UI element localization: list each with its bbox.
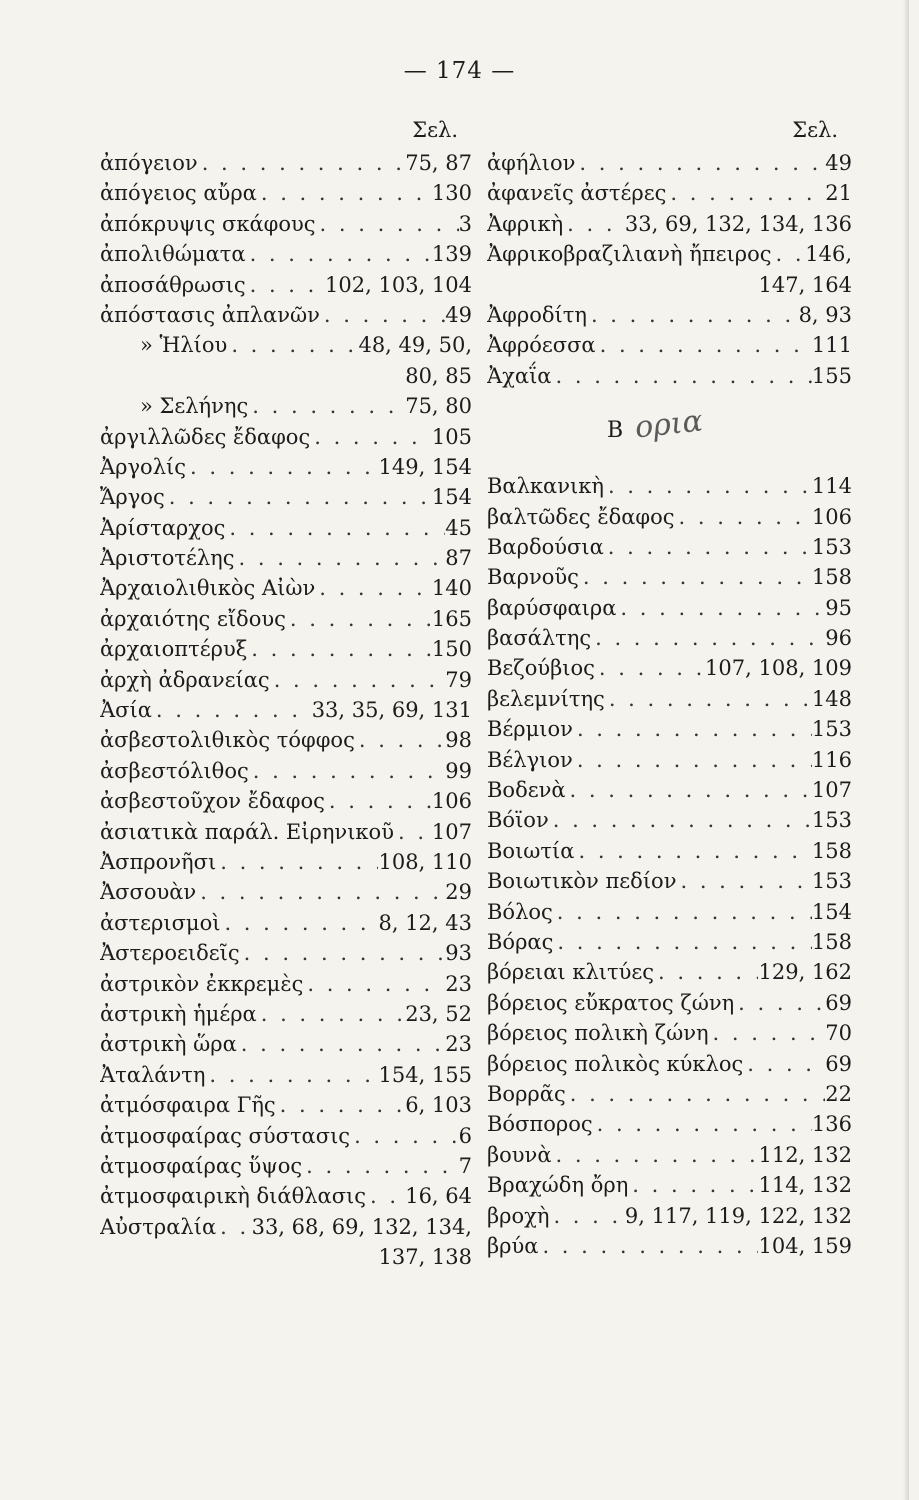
entry-pages: 33, 69, 132, 134, 136 [624, 211, 852, 236]
leader-dots [772, 239, 806, 269]
entry-term: Ἀσσουὰν [100, 880, 197, 905]
index-entry [100, 209, 472, 239]
index-entry [487, 1201, 852, 1231]
entry-pages: 22 [825, 1081, 852, 1106]
leader-dots [743, 1049, 825, 1079]
entry-term: Βόλος [487, 899, 553, 924]
leader-dots [216, 1212, 251, 1242]
leader-dots [240, 938, 446, 968]
index-entry [487, 300, 852, 330]
right-entry-list-b [487, 471, 852, 1261]
section-gap [487, 451, 852, 471]
entry-term: ἀπόγειος αὔρα [100, 181, 257, 206]
entry-pages: 96 [825, 626, 852, 651]
entry-term: ἀρχαιοπτέρυξ [100, 637, 248, 662]
entry-term: Ἀταλάντη [100, 1062, 206, 1087]
entry-term: Βοιωτικὸν πεδίον [487, 869, 677, 894]
index-entry [100, 786, 472, 816]
entry-term: Βραχώδη ὄρη [487, 1173, 629, 1198]
index-entry [487, 593, 852, 623]
index-entry [487, 330, 852, 360]
entry-pages: 99 [445, 758, 472, 783]
entry-pages: 87 [445, 546, 472, 571]
leader-dots [270, 665, 446, 695]
index-entry [487, 805, 852, 835]
entry-term: Ἀσία [100, 698, 152, 723]
left-column [100, 118, 472, 1272]
entry-pages: 154 [811, 899, 852, 924]
index-entry [100, 543, 472, 573]
index-entry [487, 775, 852, 805]
entry-pages: 107 [431, 819, 472, 844]
leader-dots [616, 593, 825, 623]
entry-term: βρύα [487, 1233, 539, 1258]
entry-pages: 95 [825, 595, 852, 620]
right-column [487, 118, 852, 1261]
index-entry [100, 239, 472, 269]
leader-dots [595, 653, 705, 683]
index-entry [487, 532, 852, 562]
entry-term: ἀσιατικὰ παράλ. Εἰρηνικοῦ [100, 819, 394, 844]
leader-dots [566, 1079, 826, 1109]
entry-pages: 147, 164 [758, 272, 852, 297]
leader-dots [198, 148, 406, 178]
entry-term: ἀπόγειον [100, 151, 198, 175]
entry-pages: 154, 155 [378, 1062, 472, 1087]
entry-term: Ἄργος [100, 485, 165, 510]
index-entry [100, 938, 472, 968]
leader-dots [549, 1201, 624, 1231]
entry-term: Βέρμιον [487, 717, 573, 742]
leader-dots [709, 1018, 826, 1048]
leader-dots [249, 756, 446, 786]
entry-term: Ἀρχαιολιθικὸς Αἰὼν [100, 576, 316, 601]
index-entry [487, 471, 852, 501]
entry-term: Βόϊον [487, 808, 549, 833]
entry-pages: 29 [445, 880, 472, 905]
index-entry [487, 836, 852, 866]
entry-pages: 106 [431, 789, 472, 814]
entry-pages: 153 [811, 717, 852, 742]
leader-dots [628, 1170, 758, 1200]
entry-term: ἀστρικὸν ἐκκρεμὲς [100, 971, 304, 996]
leader-dots [216, 847, 378, 877]
entry-pages: 139 [431, 242, 472, 267]
entry-pages: 75, 87 [405, 151, 472, 175]
index-entry [100, 513, 472, 543]
entry-pages: 69 [825, 990, 852, 1015]
index-entry [487, 745, 852, 775]
entry-term: ἀστρικὴ ἡμέρα [100, 1001, 257, 1026]
entry-pages: 7 [458, 1153, 472, 1178]
entry-pages: 114 [811, 474, 852, 499]
index-entry [100, 1090, 472, 1120]
leader-dots [350, 1121, 459, 1151]
entry-term: Βαλκανικὴ [487, 474, 604, 499]
leader-dots [152, 695, 312, 725]
index-entry [487, 957, 852, 987]
index-entry [487, 1049, 852, 1079]
entry-pages: 23 [445, 1032, 472, 1057]
leader-dots [235, 543, 446, 573]
entry-term: ἀφήλιον [487, 151, 576, 175]
leader-dots [276, 1090, 406, 1120]
leader-dots [257, 178, 432, 208]
index-entry [100, 634, 472, 664]
index-entry [100, 817, 472, 847]
index-entry [487, 361, 852, 391]
entry-term: βαλτῶδες ἔδαφος [487, 504, 675, 529]
index-entry [100, 1242, 472, 1272]
entry-term: Βόσπορος [487, 1112, 593, 1137]
index-entry [487, 897, 852, 927]
index-entry [487, 1140, 852, 1170]
entry-term: Βεζούβιος [487, 656, 595, 681]
entry-pages: 49 [825, 151, 852, 175]
index-entry [100, 1029, 472, 1059]
entry-pages: 114, 132 [758, 1173, 852, 1198]
entry-term: ἀτμόσφαιρα Γῆς [100, 1093, 276, 1118]
index-entry [487, 239, 852, 269]
leader-dots [666, 178, 825, 208]
index-entry [100, 178, 472, 208]
entry-term: ἀτμοσφαιρικὴ διάθλασις [100, 1184, 367, 1209]
leader-dots [205, 1060, 378, 1090]
entry-pages: 155 [811, 363, 852, 388]
entry-pages: 69 [825, 1051, 852, 1076]
leader-dots [604, 532, 812, 562]
entry-term: βελεμνίτης [487, 686, 605, 711]
index-entry [100, 725, 472, 755]
leader-dots [225, 513, 445, 543]
leader-dots [286, 604, 432, 634]
right-column-header: Σελ. [792, 118, 838, 142]
leader-dots [366, 1181, 405, 1211]
index-entry [487, 623, 852, 653]
entry-term: Ἀριστοτέλης [100, 546, 235, 571]
index-entry [100, 452, 472, 482]
entry-pages: 107 [811, 778, 852, 803]
index-entry [487, 1109, 852, 1139]
entry-pages: 9, 117, 119, 122, 132 [624, 1203, 852, 1228]
entry-pages: 137, 138 [378, 1245, 472, 1270]
entry-term: ἀρχὴ ἀδρανείας [100, 667, 270, 692]
leader-dots [246, 270, 325, 300]
entry-term: ἀτμοσφαίρας σύστασις [100, 1123, 351, 1148]
leader-dots [320, 300, 445, 330]
index-entry [100, 1151, 472, 1181]
leader-dots [303, 969, 445, 999]
leader-dots [549, 805, 812, 835]
entry-pages: 158 [811, 929, 852, 954]
entry-term: Βοδενὰ [487, 778, 566, 803]
entry-term: ἀποσάθρωσις [100, 272, 246, 297]
entry-pages: 6, 103 [405, 1093, 472, 1118]
entry-term: Ἀστεροειδεῖς [100, 941, 240, 966]
leader-dots [734, 988, 825, 1018]
index-entry [100, 695, 472, 725]
entry-term: βροχὴ [487, 1203, 550, 1228]
left-entry-list [100, 148, 472, 1272]
leader-dots [566, 775, 812, 805]
leader-dots [604, 471, 812, 501]
entry-pages: 129, 162 [758, 960, 852, 985]
index-entry [100, 361, 472, 391]
entry-pages: 23 [445, 971, 472, 996]
leader-dots [675, 502, 812, 532]
leader-dots [579, 562, 812, 592]
entry-term: ἀπολιθώματα [100, 242, 246, 267]
index-entry [100, 604, 472, 634]
index-entry [100, 1060, 472, 1090]
index-entry [100, 756, 472, 786]
entry-pages: 153 [811, 534, 852, 559]
entry-pages: 105 [431, 424, 472, 449]
index-entry [487, 1018, 852, 1048]
entry-pages: 111 [811, 333, 852, 358]
entry-term: ἀστρικὴ ὥρα [100, 1032, 237, 1057]
page-binding-shadow [903, 0, 909, 1500]
leader-dots [165, 482, 432, 512]
entry-pages: 33, 35, 69, 131 [311, 698, 472, 723]
entry-term: Ἀφροδίτη [487, 302, 587, 327]
index-entry [487, 178, 852, 208]
leader-dots [538, 1231, 758, 1261]
leader-dots [596, 330, 812, 360]
entry-term: Ἀρίσταρχος [100, 515, 226, 540]
left-column-header: Σελ. [412, 118, 458, 142]
index-entry [100, 270, 472, 300]
index-entry [100, 1181, 472, 1211]
entry-pages: 148 [811, 686, 852, 711]
index-entry [487, 270, 852, 300]
index-entry [487, 866, 852, 896]
entry-pages: 75, 80 [405, 394, 472, 419]
index-entry [100, 148, 472, 178]
index-entry [100, 665, 472, 695]
index-entry [487, 1079, 852, 1109]
entry-pages: 130 [431, 181, 472, 206]
leader-dots [257, 999, 405, 1029]
entry-pages: 149, 154 [378, 454, 472, 479]
index-entry [100, 391, 472, 421]
entry-pages: 158 [811, 838, 852, 863]
entry-term: βουνὰ [487, 1142, 552, 1167]
entry-pages: 136 [811, 1112, 852, 1137]
leader-dots [186, 452, 378, 482]
leader-dots [575, 148, 825, 178]
entry-pages: 146, [805, 242, 852, 267]
leader-dots [220, 908, 378, 938]
index-entry [100, 847, 472, 877]
entry-term: βόρειος πολικὸς κύκλος [487, 1051, 744, 1076]
entry-pages: 3 [458, 211, 472, 236]
index-entry [487, 502, 852, 532]
index-entry [100, 300, 472, 330]
entry-term: Αὐστραλία [100, 1214, 217, 1239]
handwritten-annotation: ορια [633, 403, 705, 446]
leader-dots [302, 1151, 458, 1181]
leader-dots [676, 866, 811, 896]
leader-dots [563, 209, 625, 239]
leader-dots [196, 877, 445, 907]
right-entry-list-a [487, 148, 852, 391]
leader-dots [553, 897, 812, 927]
index-entry [487, 714, 852, 744]
entry-term: ἀφανεῖς ἀστέρες [487, 181, 667, 206]
leader-dots [591, 623, 825, 653]
leader-dots [605, 684, 812, 714]
entry-pages: 70 [825, 1021, 852, 1046]
entry-term: Ἀσπρονῆσι [100, 849, 217, 874]
entry-term: Βαρδούσια [487, 534, 604, 559]
leader-dots [654, 957, 758, 987]
entry-term: Βαρνοῦς [487, 565, 579, 590]
page-number: — 174 — [403, 58, 516, 84]
entry-pages: 153 [811, 808, 852, 833]
entry-pages: 108, 110 [378, 849, 472, 874]
entry-term: ἀστερισμοὶ [100, 910, 221, 935]
entry-term: ἀπόκρυψις σκάφους [100, 211, 316, 236]
entry-term: βαρύσφαιρα [487, 595, 617, 620]
entry-pages: 80, 85 [405, 363, 472, 388]
entry-pages: 107, 108, 109 [705, 656, 852, 681]
entry-term: Ἀφρικὴ [487, 211, 564, 236]
index-entry [100, 999, 472, 1029]
entry-pages: 140 [431, 576, 472, 601]
index-entry [100, 1121, 472, 1151]
entry-term: ἀσβεστολιθικὸς τόφφος [100, 728, 355, 753]
entry-term: ἀπόστασις ἀπλανῶν [100, 302, 320, 327]
entry-term: βόρειος πολικὴ ζώνη [487, 1021, 709, 1046]
entry-term: ἀσβεστόλιθος [100, 758, 249, 783]
entry-term: βόρειος εὔκρατος ζώνη [487, 990, 735, 1015]
entry-pages: 154 [431, 485, 472, 510]
index-entry [100, 330, 472, 360]
index-entry [100, 573, 472, 603]
entry-term: » Ἡλίου [140, 333, 228, 358]
entry-term: Ἀχαΐα [487, 363, 552, 388]
leader-dots [316, 209, 459, 239]
index-entry [487, 1231, 852, 1261]
leader-dots [552, 361, 812, 391]
entry-term: Βορρᾶς [487, 1081, 566, 1106]
entry-pages: 98 [445, 728, 472, 753]
entry-pages: 104, 159 [758, 1233, 852, 1258]
leader-dots [355, 725, 445, 755]
entry-pages: 158 [811, 565, 852, 590]
entry-term: ἀσβεστοῦχον ἔδαφος [100, 789, 325, 814]
entry-term: ἀργιλλῶδες ἔδαφος [100, 424, 311, 449]
entry-pages: 8, 93 [798, 302, 852, 327]
index-entry [100, 877, 472, 907]
entry-term: Βοιωτία [487, 838, 575, 863]
leader-dots [573, 745, 812, 775]
leader-dots [573, 714, 812, 744]
entry-pages: 106 [811, 504, 852, 529]
entry-pages: 33, 68, 69, 132, 134, [251, 1214, 472, 1239]
leader-dots [552, 1140, 759, 1170]
entry-pages: 23, 52 [405, 1001, 472, 1026]
entry-pages: 49 [445, 302, 472, 327]
leader-dots [237, 1029, 446, 1059]
entry-term: Βόρας [487, 929, 554, 954]
entry-pages: 45 [445, 515, 472, 540]
leader-dots [310, 422, 432, 452]
leader-dots [248, 391, 405, 421]
entry-term: βόρειαι κλιτύες [487, 960, 655, 985]
index-entry [100, 1212, 472, 1242]
entry-pages: 48, 49, 50, [358, 333, 472, 358]
leader-dots [574, 836, 811, 866]
section-heading-beta [487, 403, 852, 451]
entry-pages: 79 [445, 667, 472, 692]
index-entry [487, 988, 852, 1018]
index-entry [487, 927, 852, 957]
entry-pages: 6 [458, 1123, 472, 1148]
index-entry [100, 969, 472, 999]
entry-term: ἀτμοσφαίρας ὕψος [100, 1153, 303, 1178]
entry-pages: 116 [811, 747, 852, 772]
leader-dots [246, 239, 432, 269]
index-entry [487, 209, 852, 239]
index-entry [487, 684, 852, 714]
entry-term: Ἀφρικοβραζιλιανὴ ἤπειρος [487, 242, 772, 267]
entry-pages: 112, 132 [758, 1142, 852, 1167]
entry-pages: 150 [431, 637, 472, 662]
leader-dots [227, 330, 358, 360]
leader-dots [553, 927, 812, 957]
entry-term: Ἀφρόεσσα [487, 333, 596, 358]
entry-pages: 21 [825, 181, 852, 206]
entry-pages: 165 [431, 606, 472, 631]
entry-term: Ἀργολίς [100, 454, 187, 479]
entry-pages: 153 [811, 869, 852, 894]
entry-pages: 93 [445, 941, 472, 966]
leader-dots [247, 634, 432, 664]
section-letter: Β [607, 418, 624, 444]
entry-term: ἀρχαιότης εἴδους [100, 606, 286, 631]
entry-term: βασάλτης [487, 626, 592, 651]
index-entry [100, 908, 472, 938]
entry-term: Βέλγιον [487, 747, 573, 772]
leader-dots [315, 573, 432, 603]
index-entry [487, 1170, 852, 1200]
index-entry [487, 562, 852, 592]
entry-pages: 8, 12, 43 [378, 910, 472, 935]
leader-dots [325, 786, 432, 816]
index-entry [100, 482, 472, 512]
entry-pages: 102, 103, 104 [325, 272, 472, 297]
index-entry [487, 148, 852, 178]
leader-dots [587, 300, 799, 330]
entry-pages: 16, 64 [405, 1184, 472, 1209]
entry-term: » Σελήνης [140, 394, 249, 419]
leader-dots [394, 817, 432, 847]
leader-dots [593, 1109, 812, 1139]
index-entry [100, 422, 472, 452]
index-entry [487, 653, 852, 683]
